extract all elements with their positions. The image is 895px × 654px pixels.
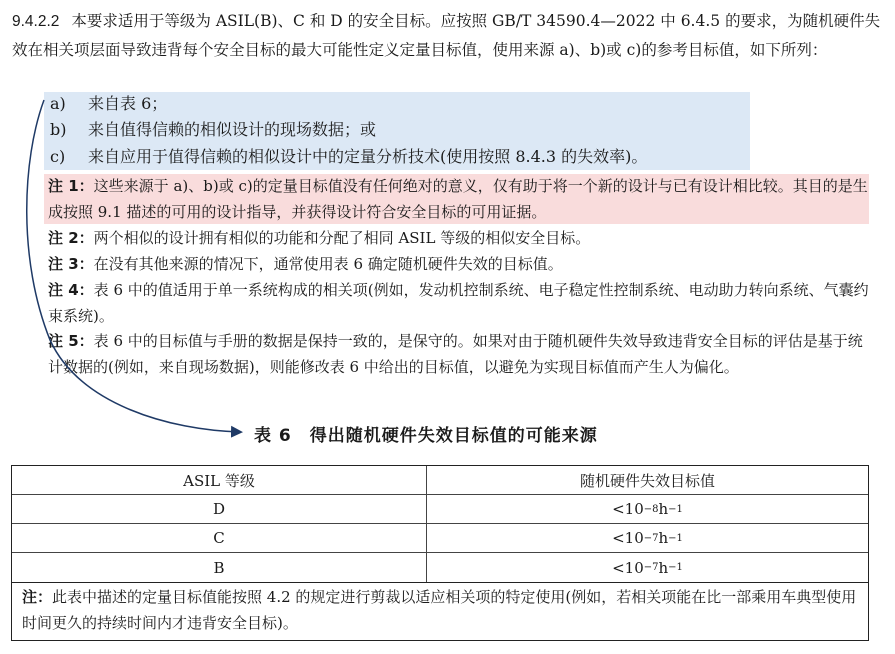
table-note-label: 注： bbox=[22, 588, 53, 606]
clause-text: 本要求适用于等级为 ASIL(B)、C 和 D 的安全目标。应按照 GB/T 34590.4—2022 中 6.4.5 的要求，为随机硬件失效在相关项层面导致违背每个安全目标的最大可能性定义定量目标值，使用来源 a)、b)或 c)的参考目标值，如下所列： bbox=[12, 12, 881, 59]
header-target: 随机硬件失效目标值 bbox=[579, 471, 715, 490]
list-item-text: 来自应用于值得信赖的相似设计中的定量分析技术(使用按照 8.4.3 的失效率)。 bbox=[88, 147, 648, 166]
list-item-label: b) bbox=[50, 120, 67, 139]
note-text: 两个相似的设计拥有相似的功能和分配了相同 ASIL 等级的相似安全目标。 bbox=[93, 229, 591, 247]
list-item-label: a) bbox=[50, 94, 66, 113]
arrow-path bbox=[27, 100, 240, 432]
target-cell: <10 −7 h −1 bbox=[612, 558, 683, 577]
list-item-label: c) bbox=[50, 147, 66, 166]
table-header-row bbox=[12, 466, 868, 495]
table-note-text: 此表中描述的定量目标值能按照 4.2 的规定进行剪裁以适应相关项的特定使用(例如，若相关项能在比一部乘用车典型使用时间更久的持续时间内才违背安全目标)。 bbox=[22, 588, 857, 632]
clause-number: 9.4.2.2 bbox=[12, 13, 60, 30]
note-label: 注 5： bbox=[48, 332, 94, 350]
list-item-text: 来自表 6； bbox=[88, 94, 168, 113]
asil-cell: B bbox=[12, 553, 427, 582]
note-label: 注 2： bbox=[48, 229, 94, 247]
target-value-table bbox=[11, 465, 869, 641]
table-row bbox=[12, 553, 868, 583]
table-note bbox=[22, 584, 858, 636]
table-row bbox=[12, 524, 868, 553]
note-text: 在没有其他来源的情况下，通常使用表 6 确定随机硬件失效的目标值。 bbox=[93, 255, 563, 273]
list-item-text: 来自值得信赖的相似设计的现场数据；或 bbox=[88, 120, 377, 139]
note-text: 表 6 中的值适用于单一系统构成的相关项(例如，发动机控制系统、电子稳定性控制系统、电动助力转向系统、气囊约束系统)。 bbox=[48, 281, 869, 325]
note-label: 注 3： bbox=[48, 255, 94, 273]
target-cell: <10 −7 h −1 bbox=[612, 529, 683, 547]
asil-cell: D bbox=[12, 495, 427, 523]
header-asil: ASIL 等级 bbox=[12, 466, 427, 494]
note-label: 注 4： bbox=[48, 281, 94, 299]
table-title: 表 6 得出随机硬件失效目标值的可能来源 bbox=[254, 426, 598, 446]
table-row bbox=[12, 495, 868, 524]
asil-cell: C bbox=[12, 524, 427, 552]
note-text: 这些来源于 a)、b)或 c)的定量目标值没有任何绝对的意义，仅有助于将一个新的设计与已有设计相比较。其目的是生成按照 9.1 描述的可用的设计指导，并获得设计符合安全目标的可用证据。 bbox=[48, 177, 868, 221]
note-text: 表 6 中的目标值与手册的数据是保持一致的，是保守的。如果对由于随机硬件失效导致违背安全目标的评估是基于统计数据的(例如，来自现场数据)，则能修改表 6 中给出的目标值，以避免为实现目标值而产生人为偏化。 bbox=[48, 332, 863, 376]
target-cell: <10 −8 h −1 bbox=[612, 500, 683, 518]
note-label: 注 1： bbox=[48, 177, 94, 195]
